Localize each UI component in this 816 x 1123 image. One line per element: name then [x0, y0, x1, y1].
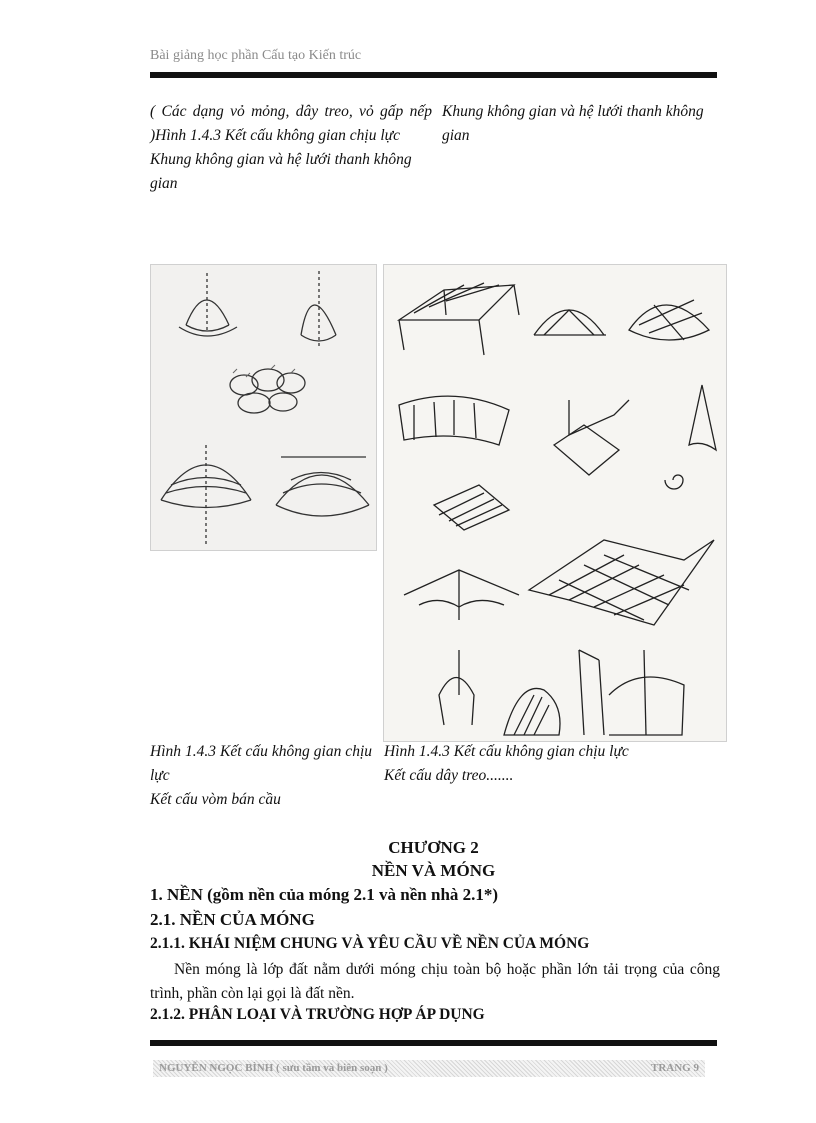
caption-top-left — [150, 100, 432, 196]
footer-author: NGUYỄN NGỌC BÌNH ( sưu tầm và biên soạn ) — [159, 1062, 388, 1074]
caption-bottom-right-line2: Kết cấu dây treo....... — [384, 767, 514, 784]
section-heading-2-1: 2.1. NỀN CỦA MÓNG — [150, 910, 315, 929]
section-heading-2-1-1: 2.1.1. KHÁI NIỆM CHUNG VÀ YÊU CẦU VỀ NỀN CỦA MÓNG — [150, 935, 590, 952]
section-heading-1: 1. NỀN (gồm nền của móng 2.1 và nền nhà 2.1*) — [150, 885, 499, 904]
caption-top-left-line1: ( Các dạng vỏ mỏng, dây treo, vỏ gấp nếp )Hình 1.4.3 Kết cấu không gian chịu lực — [150, 103, 432, 144]
running-header: Bài giảng học phần Cấu tạo Kiến trúc — [150, 48, 362, 63]
section-heading-2-1-2: 2.1.2. PHÂN LOẠI VÀ TRƯỜNG HỢP ÁP DỤNG — [150, 1006, 485, 1023]
caption-bottom-left-line2: Kết cấu vòm bán cầu — [150, 791, 281, 808]
chapter-title: NỀN VÀ MÓNG — [371, 861, 496, 880]
caption-top-left-line2: Khung không gian và hệ lưới thanh không gian — [150, 151, 412, 192]
caption-bottom-left — [150, 740, 372, 812]
footer-bar — [153, 1060, 705, 1077]
footer-page-number: TRANG 9 — [651, 1062, 699, 1074]
figure-dome-sketches — [150, 264, 377, 551]
caption-top-right: Khung không gian và hệ lưới thanh không gian — [442, 103, 704, 144]
caption-bottom-right-line1: Hình 1.4.3 Kết cấu không gian chịu lực — [384, 743, 629, 760]
dome-sketch-drawing — [151, 265, 376, 550]
body-paragraph: Nền móng là lớp đất nằm dưới móng chịu toàn bộ hoặc phần lớn tải trọng của công trình, phần còn lại gọi là đất nền. — [150, 961, 720, 1002]
spatial-structure-drawing — [384, 265, 726, 741]
caption-bottom-left-line1: Hình 1.4.3 Kết cấu không gian chịu lực — [150, 743, 372, 784]
caption-bottom-right — [384, 740, 704, 788]
footer-rule — [150, 1040, 717, 1046]
chapter-number: CHƯƠNG 2 — [388, 838, 479, 857]
figure-spatial-structures — [383, 264, 727, 742]
header-rule — [150, 72, 717, 78]
